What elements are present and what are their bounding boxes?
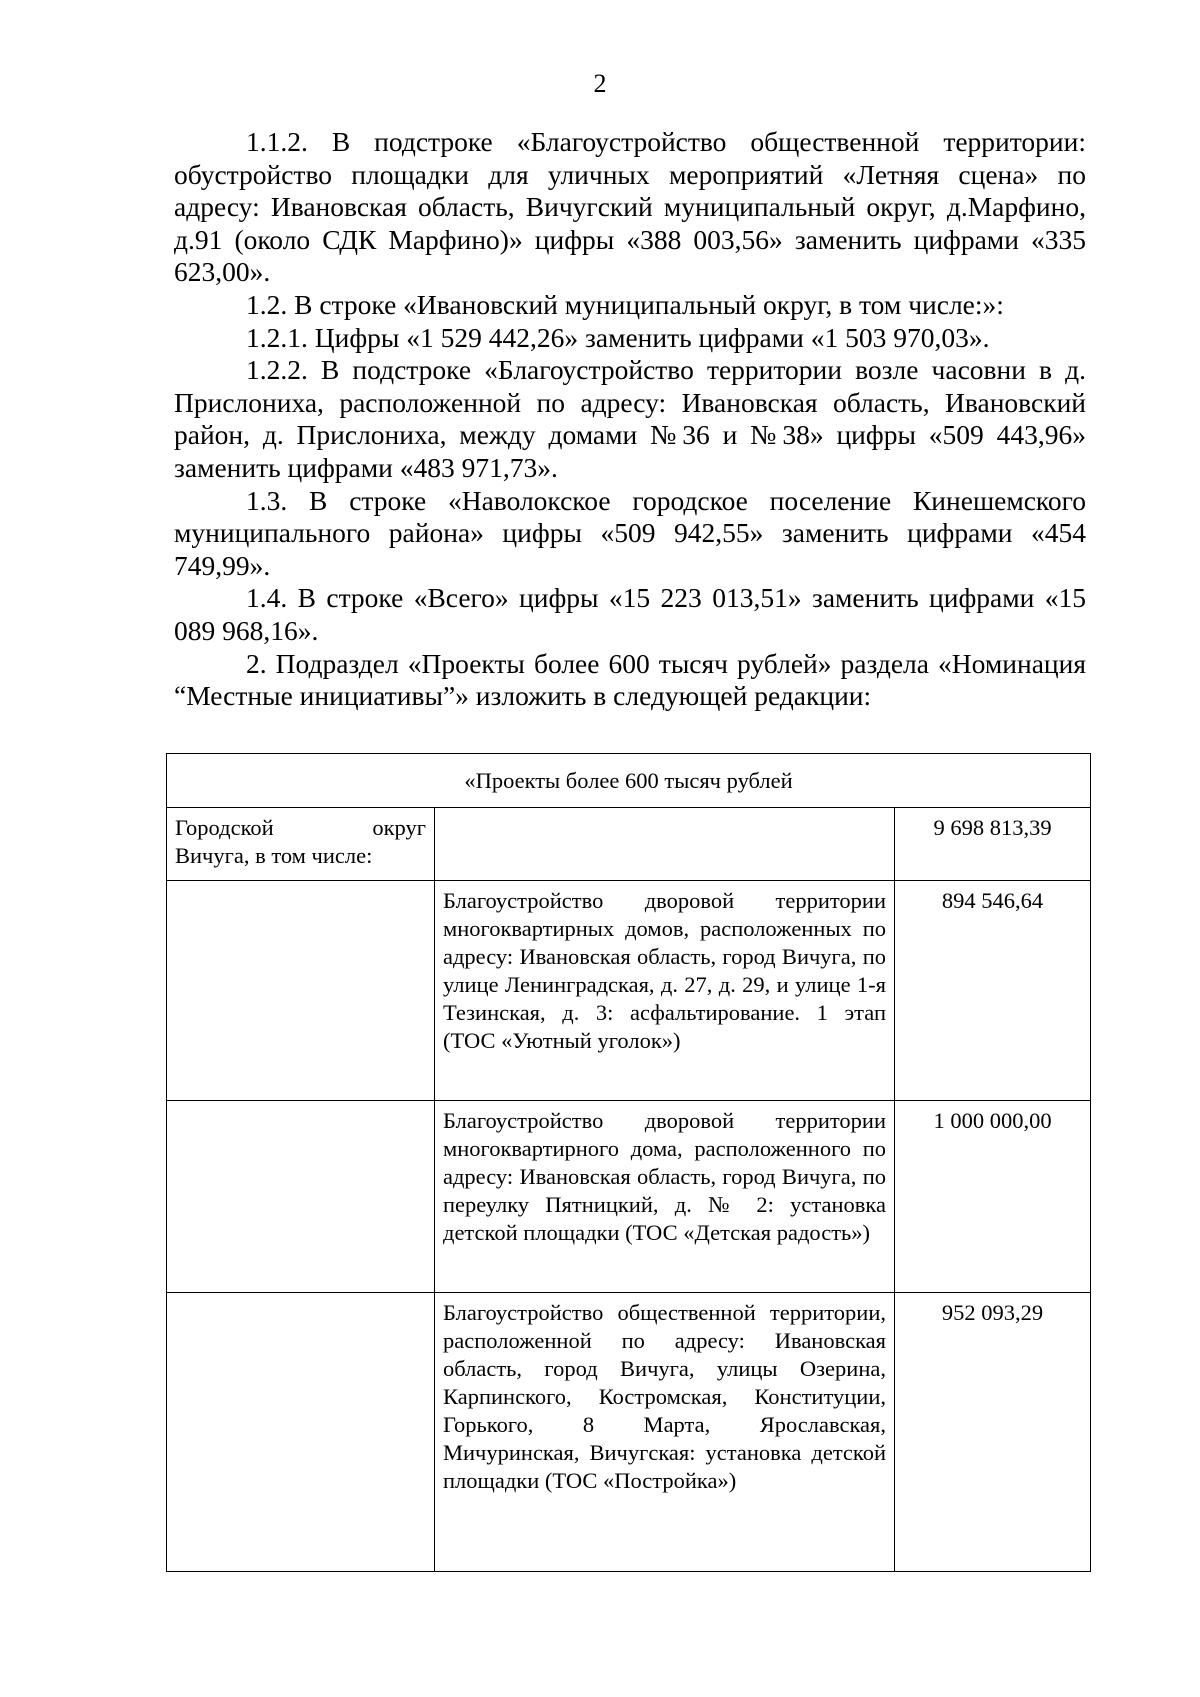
- project-name-cell: [167, 1293, 435, 1572]
- table-row: [167, 1293, 1091, 1572]
- project-amount-cell: 894 546,64: [895, 881, 1091, 1101]
- project-name-cell: [167, 881, 435, 1101]
- project-description-cell: Благоустройство дворовой территории многоквартирных домов, расположенных по адресу: Ивановская область, город Вичуга, по улице Ленинградская, д. 27, д. 29, и улице 1-я Тезинская, д. 3: асфальтирование. 1 этап (ТОС «Уютный уголок»): [435, 881, 895, 1101]
- table-row: [167, 881, 1091, 1101]
- paragraph-1-1-2: 1.1.2. В подстроке «Благоустройство общественной территории: обустройство площадки для уличных мероприятий «Летняя сцена» по адресу: Ивановская область, Вичугский муниципальный округ, д.Марфино, д.91 (около СДК Марфино)» цифры «388 003,56» заменить цифрами «335 623,00».: [174, 126, 1086, 288]
- document-body: [174, 126, 1086, 713]
- district-name-line1: Городской округ: [175, 815, 426, 840]
- project-amount-cell: 1 000 000,00: [895, 1101, 1091, 1293]
- table-row: [167, 1101, 1091, 1293]
- table-header: «Проекты более 600 тысяч рублей: [167, 754, 1091, 808]
- district-amount-cell: 9 698 813,39: [895, 808, 1091, 881]
- district-name-line2: Вичуга, в том числе:: [175, 843, 373, 868]
- project-name-cell: [167, 1101, 435, 1293]
- district-description-cell: [435, 808, 895, 881]
- paragraph-1-2-2: 1.2.2. В подстроке «Благоустройство территории возле часовни в д. Прислониха, расположенной по адресу: Ивановская область, Ивановский район, д. Прислониха, между домами №36 и №38» цифры «509 443,96» заменить цифрами «483 971,73».: [174, 354, 1086, 483]
- projects-table: [166, 753, 1091, 1572]
- paragraph-1-4: 1.4. В строке «Всего» цифры «15 223 013,51» заменить цифрами «15 089 968,16».: [174, 582, 1086, 646]
- page-number: 2: [593, 69, 607, 98]
- project-description-cell: Благоустройство общественной территории, расположенной по адресу: Ивановская область, город Вичуга, улицы Озерина, Карпинского, Костромская, Конституции, Горького, 8 Марта, Ярославская, Мичуринская, Вичугская: установка детской площадки (ТОС «Постройка»): [435, 1293, 895, 1572]
- paragraph-1-3: 1.3. В строке «Наволокское городское поселение Кинешемского муниципального района» цифры «509 942,55» заменить цифрами «454 749,99».: [174, 484, 1086, 581]
- project-description-cell: Благоустройство дворовой территории многоквартирного дома, расположенного по адресу: Ивановская область, город Вичуга, по переулку Пятницкий, д. № 2: установка детской площадки (ТОС «Детская радость»): [435, 1101, 895, 1293]
- paragraph-1-2: 1.2. В строке «Ивановский муниципальный округ, в том числе:»:: [246, 288, 1004, 320]
- table-header-row: [167, 754, 1091, 808]
- paragraph-1-2-1: 1.2.1. Цифры «1 529 442,26» заменить цифрами «1 503 970,03».: [246, 321, 990, 353]
- table-row-district: [167, 808, 1091, 881]
- project-amount-cell: 952 093,29: [895, 1293, 1091, 1572]
- district-name-cell: [167, 808, 435, 881]
- paragraph-2: 2. Подраздел «Проекты более 600 тысяч рублей» раздела «Номинация “Местные инициативы”» изложить в следующей редакции:: [174, 647, 1086, 712]
